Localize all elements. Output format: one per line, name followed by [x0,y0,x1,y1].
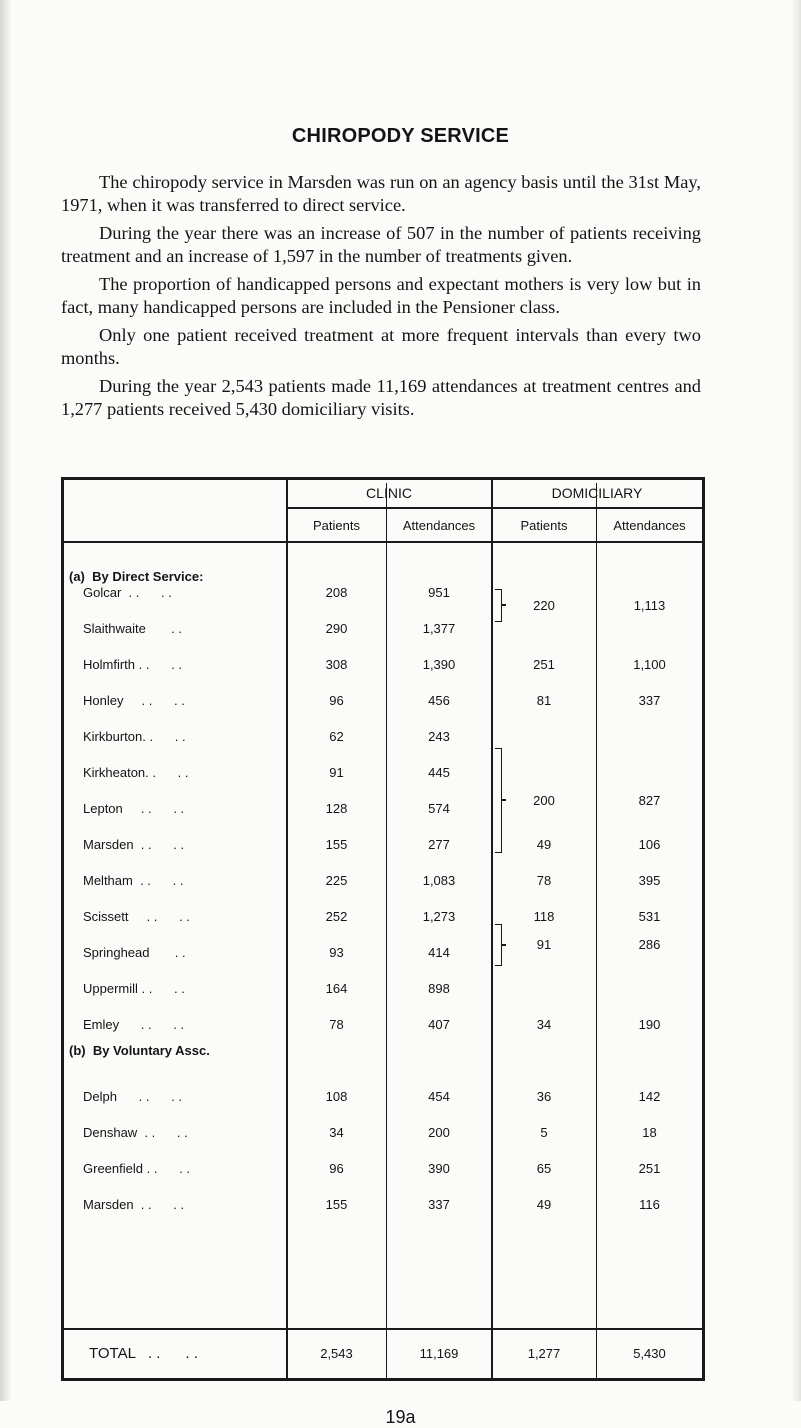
total-clinic-patients: 2,543 [320,1346,353,1361]
domiciliary-patients-cell: 81 [536,693,552,708]
total-domiciliary-patients: 1,277 [527,1346,561,1361]
leader-dots: . . . . [128,909,190,924]
clinic-attendances-cell: 407 [428,1017,450,1032]
domiciliary-attendances-cell: 116 [639,1197,660,1212]
leader-dots: . . . . [137,981,185,996]
clinic-patients-cell: 308 [325,657,348,672]
area-name: Scissett [83,909,129,924]
leader-dots: . . . . [135,657,182,672]
total-label-text: TOTAL [89,1345,136,1362]
clinic-attendances-cell: 1,083 [422,873,456,888]
domiciliary-attendances-cell: 251 [638,1161,661,1176]
row-label [83,981,185,996]
section-direct-service: (a) By Direct Service: [69,569,204,584]
area-name: Golcar [83,585,122,600]
domiciliary-attendances-cell: 142 [638,1089,661,1104]
header-bottom-rule [64,541,702,543]
total-domiciliary-attendances: 5,430 [633,1346,666,1361]
page-shadow-right [791,0,801,1401]
column-rule [286,480,288,1378]
leader-dots: . . . . [133,1197,185,1212]
clinic-attendances-cell: 951 [428,585,450,600]
domiciliary-patients-header: Patients [520,518,568,533]
clinic-patients-cell: 252 [325,909,348,924]
area-name: Emley [83,1017,120,1032]
merged-domiciliary-attendances: 286 [638,937,661,952]
page-shadow-left [0,0,12,1401]
total-leader-dots: . . . . [135,1345,198,1362]
area-name: Slaithwaite [83,621,146,636]
domiciliary-attendances-cell: 531 [638,909,661,924]
domiciliary-attendances-cell: 190 [638,1017,661,1032]
domiciliary-attendances-cell: 106 [638,837,661,852]
area-name: Lepton [83,801,123,816]
row-label [83,837,184,852]
clinic-patients-cell: 208 [325,585,348,600]
column-rule [386,483,387,1378]
table-bottom-border [61,1378,705,1381]
row-label [83,945,186,960]
table-right-border [702,477,705,1381]
section-voluntary: (b) By Voluntary Assc. [69,1043,210,1058]
clinic-attendances-cell: 445 [428,765,450,780]
leader-dots: . . . . [116,1089,182,1104]
leader-dots: . . . . [119,1017,185,1032]
clinic-patients-cell: 290 [325,621,348,636]
clinic-attendances-cell: 390 [428,1161,450,1176]
clinic-attendances-cell: 414 [428,945,450,960]
domiciliary-header: DOMICILIARY [551,485,643,501]
row-label [83,693,185,708]
table-left-border [61,477,64,1381]
row-label [83,1197,184,1212]
area-name: Kirkburton [83,729,143,744]
domiciliary-patients-cell: 5 [540,1125,548,1140]
domiciliary-attendances-cell: 395 [638,873,661,888]
area-name: Marsden [83,837,134,852]
area-name: Uppermill [83,981,138,996]
paragraph: During the year there was an increase of 507 in the number of patients receiving treatment and an increase of 1,597 in the number of treatments given. [61,223,701,266]
row-label [83,765,189,780]
row-label [83,1125,188,1140]
clinic-attendances-cell: 1,377 [422,621,456,636]
clinic-patients-cell: 225 [325,873,348,888]
clinic-attendances-cell: 277 [428,837,450,852]
clinic-patients-cell: 155 [325,1197,348,1212]
leader-dots: . . . . [142,1161,190,1176]
leader-dots: . . . . [132,873,184,888]
column-rule [596,483,597,1378]
domiciliary-attendances-header: Attendances [613,518,686,533]
clinic-attendances-header: Attendances [402,518,476,533]
leader-dots: . . [145,621,182,636]
area-name: Denshaw [83,1125,138,1140]
domiciliary-patients-cell: 65 [536,1161,552,1176]
domiciliary-patients-cell: 251 [533,657,555,672]
header-divider [286,507,702,509]
clinic-attendances-cell: 574 [428,801,450,816]
clinic-attendances-cell: 1,390 [422,657,456,672]
clinic-patients-cell: 91 [329,765,344,780]
area-name: Greenfield [83,1161,143,1176]
paragraph: The proportion of handicapped persons and expectant mothers is very low but in fact, many handicapped persons are included in the Pensioner class. [61,274,701,317]
column-rule [491,480,493,1378]
merged-domiciliary-patients: 200 [533,793,555,808]
leader-dots: . . . . [122,801,185,816]
row-label [83,657,182,672]
domiciliary-patients-cell: 34 [536,1017,552,1032]
clinic-patients-cell: 62 [329,729,344,744]
area-name: Marsden [83,1197,134,1212]
merged-domiciliary-attendances: 827 [638,793,661,808]
page-number: 19a [385,1407,416,1427]
domiciliary-patients-cell: 78 [536,873,552,888]
leader-dots: . . . . [133,837,185,852]
clinic-attendances-cell: 200 [428,1125,450,1140]
clinic-attendances-cell: 1,273 [422,909,456,924]
area-name: Springhead [83,945,150,960]
domiciliary-patients-cell: 49 [536,837,552,852]
clinic-attendances-cell: 243 [428,729,450,744]
clinic-patients-cell: 78 [329,1017,344,1032]
merged-domiciliary-attendances: 1,113 [633,598,666,613]
clinic-patients-cell: 96 [329,693,344,708]
domiciliary-patients-cell: 118 [533,909,555,924]
chiropody-table [61,477,705,1381]
clinic-patients-header: Patients [313,518,360,533]
clinic-patients-cell: 128 [325,801,348,816]
leader-dots: . . . . [137,1125,188,1140]
domiciliary-patients-cell: 36 [536,1089,552,1104]
table-top-border [61,477,705,480]
area-name: Delph [83,1089,117,1104]
domiciliary-attendances-cell: 1,100 [633,657,666,672]
body-text [61,171,701,426]
clinic-header: CLINIC [366,485,412,501]
clinic-patients-cell: 96 [329,1161,344,1176]
clinic-patients-cell: 108 [325,1089,348,1104]
paragraph: The chiropody service in Marsden was run on an agency basis until the 31st May, 1971, when it was transferred to direct service. [61,172,701,215]
clinic-attendances-cell: 456 [428,693,450,708]
row-label [83,873,183,888]
merged-domiciliary-patients: 91 [536,937,552,952]
paragraph: During the year 2,543 patients made 11,169 attendances at treatment centres and 1,277 patients received 5,430 domiciliary visits. [61,376,701,419]
row-label [83,585,172,600]
leader-dots: . . . . [123,693,185,708]
clinic-patients-cell: 34 [329,1125,344,1140]
leader-dots: . . [149,945,186,960]
clinic-attendances-cell: 454 [428,1089,450,1104]
clinic-patients-cell: 155 [325,837,348,852]
leader-dots: . . . . [142,729,186,744]
total-top-rule [64,1328,702,1330]
domiciliary-attendances-cell: 337 [638,693,661,708]
area-name: Kirkheaton [83,765,146,780]
total-label [89,1345,198,1362]
area-name: Meltham [83,873,133,888]
page-title: CHIROPODY SERVICE [291,125,510,147]
leader-dots: . . . . [145,765,189,780]
clinic-patients-cell: 164 [325,981,348,996]
merged-domiciliary-patients: 220 [533,598,555,613]
row-label [83,909,190,924]
row-label [83,621,182,636]
clinic-patients-cell: 93 [329,945,344,960]
row-label [83,801,184,816]
total-clinic-attendances: 11,169 [419,1346,459,1361]
area-name: Holmfirth [83,657,136,672]
row-label [83,1089,182,1104]
clinic-attendances-cell: 898 [428,981,450,996]
row-label [83,1161,190,1176]
row-label [83,1017,184,1032]
area-name: Honley [83,693,124,708]
leader-dots: . . . . [121,585,172,600]
domiciliary-attendances-cell: 18 [642,1125,657,1140]
domiciliary-patients-cell: 49 [536,1197,552,1212]
paragraph: Only one patient received treatment at more frequent intervals than every two months. [61,325,701,368]
clinic-attendances-cell: 337 [428,1197,450,1212]
row-label [83,729,186,744]
